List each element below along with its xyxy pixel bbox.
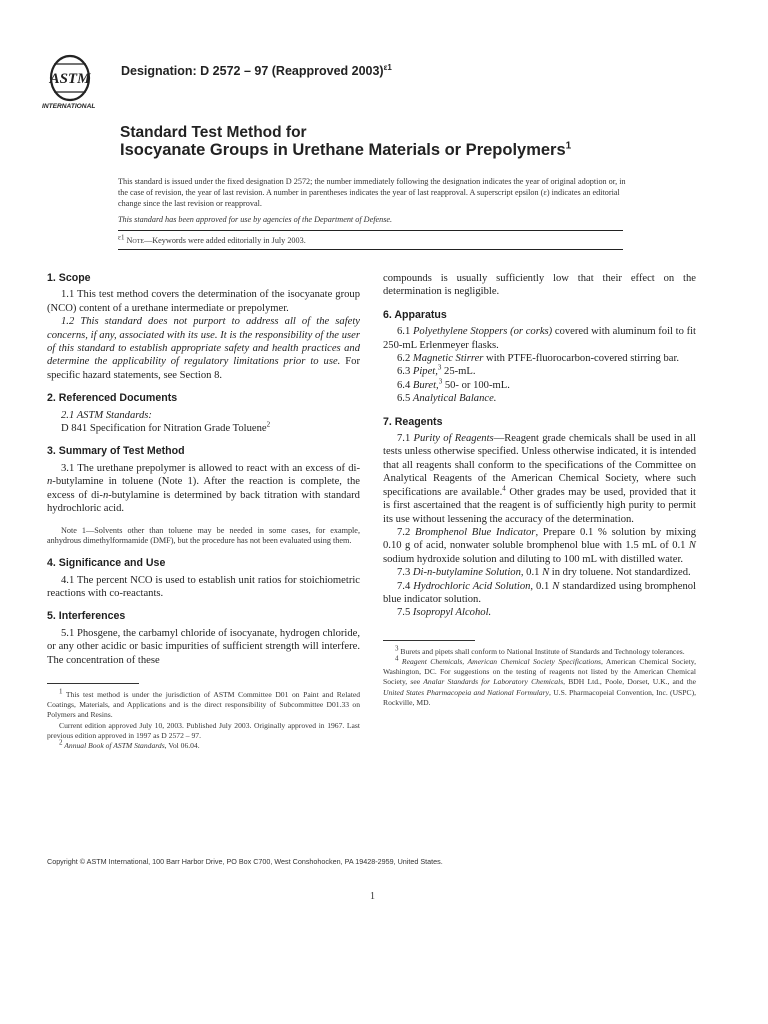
approved-note: This standard has been approved for use by agencies of the Department of Defense.	[118, 215, 393, 224]
section-reagents-heading: 7. Reagents	[383, 415, 443, 428]
astm-logo	[42, 52, 112, 110]
apparatus-6-4-rest: 50- or 100-mL.	[442, 379, 510, 391]
reagents-7-2	[383, 526, 696, 566]
footnote-ref-3a: 3	[437, 363, 442, 372]
apparatus-6-5-title: Analytical Balance.	[412, 393, 497, 405]
reagents-7-1	[383, 432, 696, 526]
referenced-2-1: 2.1 ASTM Standards:	[61, 409, 152, 421]
apparatus-6-5-num: 6.5	[397, 393, 413, 405]
footnote-divider-right	[383, 640, 475, 641]
apparatus-6-1-title: Polyethylene Stoppers (or corks)	[412, 326, 553, 338]
apparatus-6-4-title: Buret,	[412, 379, 439, 391]
significance-4-1: 4.1 The percent NCO is used to establish unit ratios for stoichiometric reactions with co-reactants.	[47, 574, 360, 599]
apparatus-6-1-num: 6.1	[397, 326, 413, 338]
footnote-4-mark: 4	[395, 654, 399, 663]
section-referenced-heading: 2. Referenced Documents	[47, 392, 178, 405]
scope-1-2-rest: For specific hazard statements, see Section 8.	[47, 356, 360, 381]
apparatus-6-5	[383, 392, 696, 405]
footnote-3-mark: 3	[395, 644, 399, 653]
section-apparatus-heading: 6. Apparatus	[383, 308, 447, 321]
footnote-2	[47, 738, 360, 751]
title-footnote-ref: 1	[565, 140, 572, 152]
footnote-ref-2: 2	[266, 420, 271, 429]
reagents-7-4	[383, 580, 696, 607]
reagents-7-3-text: , 0.1	[520, 567, 543, 579]
apparatus-6-3-title: Pipet,	[412, 366, 438, 378]
copyright-notice: Copyright © ASTM International, 100 Barr Harbor Drive, PO Box C700, West Conshohocken, PA 19428-2959, United States.	[47, 857, 443, 866]
editorial-epsilon: ε1	[118, 233, 125, 242]
title-line-2-text: Isocyanate Groups in Urethane Materials or Prepolymers	[120, 141, 566, 159]
summary-n-2: n	[102, 489, 109, 501]
logo-subtext: INTERNATIONAL	[42, 103, 96, 110]
referenced-d841-text: D 841 Specification for Nitration Grade Toluene	[61, 423, 267, 435]
summary-text-b: -butylamine in toluene (Note 1). After the reaction is complete, the excess of di-	[47, 476, 360, 501]
section-summary-heading: 3. Summary of Test Method	[47, 445, 185, 458]
section-interferences-heading: 5. Interferences	[47, 610, 126, 623]
footnote-4-text-b: , BDH Ltd., Poole, Dorset, U.K., and the	[563, 677, 696, 687]
footnote-1-text: This test method is under the jurisdiction of ASTM Committee D01 on Paint and Related Coatings, Materials, and Applications and is the direct responsibility of Subcommittee D01.33 on Polymers and Resins.	[47, 689, 360, 720]
footnote-4-title-3: United States Pharmacopeia and National Formulary	[383, 687, 549, 697]
footnote-4	[383, 654, 696, 708]
title-line-2	[120, 141, 680, 160]
reagents-7-2-text-2: sodium hydroxide solution and diluting to 100 mL with distilled water.	[383, 553, 684, 565]
divider-top	[118, 230, 623, 231]
reagents-7-5-title: Isopropyl Alcohol.	[412, 607, 492, 619]
footnote-2-rest: , Vol 06.04.	[164, 740, 200, 750]
reagents-7-3	[383, 566, 696, 579]
footnote-2-mark: 2	[59, 738, 63, 747]
issued-note: This standard is issued under the fixed designation D 2572; the number immediately following the designation indicates the year of original adoption or, in the case of revision, the year of last revision. A number in parentheses indicates the year of last reapproval. A superscript epsilon (ε) indicates an editorial change since the last revision or reapproval.	[118, 177, 626, 208]
reagents-7-1-title: Purity of Reagents	[413, 433, 494, 445]
apparatus-6-3-num: 6.3	[397, 366, 413, 378]
page-number: 1	[370, 891, 375, 902]
divider-bottom	[118, 249, 623, 250]
interferences-5-1: 5.1 Phosgene, the carbamyl chloride of isocyanate, hydrogen chloride, or any other acidic or basic impurities of sufficient strength will interfere. The concentration of these	[47, 627, 360, 666]
reagents-7-3-num: 7.3	[397, 567, 413, 579]
right-column	[383, 272, 696, 708]
section-scope-heading: 1. Scope	[47, 272, 91, 284]
reagents-7-3-n: N	[542, 567, 550, 579]
apparatus-6-2-num: 6.2	[397, 353, 413, 365]
summary-text-c: -butylamine is determined by back titration with standard hydrochloric acid.	[47, 489, 360, 515]
designation	[121, 64, 392, 78]
document-title	[120, 124, 680, 160]
logo-mark-text: ASTM	[49, 71, 91, 87]
reagents-7-3-text-2: in dry toluene. Not standardized.	[549, 567, 691, 579]
reagents-7-4-text-2: standardized using bromphenol blue indicator solution.	[383, 580, 696, 605]
summary-text-a: 3.1 The urethane prepolymer is allowed to react with an excess of di-	[61, 462, 360, 474]
reagents-7-4-num: 7.4	[397, 580, 414, 592]
footnote-divider-left	[47, 683, 139, 684]
section-significance-heading: 4. Significance and Use	[47, 557, 166, 570]
apparatus-6-2-rest: with PTFE-fluorocarbon-covered stirring bar.	[483, 353, 680, 365]
reagents-7-2-n: N	[688, 540, 696, 552]
designation-epsilon: ε1	[383, 62, 392, 72]
footnote-4-title: Reagent Chemicals, American Chemical Society Specifications	[398, 656, 601, 666]
apparatus-6-2-title: Magnetic Stirrer	[412, 353, 484, 365]
summary-n-1: n	[47, 476, 53, 488]
apparatus-6-1	[383, 325, 696, 352]
reagents-7-4-n: N	[552, 580, 560, 592]
footnote-4-text-a: , American Chemical Society, Washington, DC. For suggestions on the testing of reagents not listed by the American Chemical Society, see	[383, 656, 696, 687]
summary-3-1	[47, 462, 360, 516]
apparatus-6-4-num: 6.4	[397, 379, 413, 391]
designation-text: Designation: D 2572 – 97 (Reapproved 2003)	[121, 64, 384, 78]
apparatus-6-3-rest: 25-mL.	[441, 366, 476, 378]
scope-1-2-italic: 1.2 This standard does not purport to address all of the safety concerns, if any, associated with its use. It is the responsibility of the user of this standard to establish appropriate safety and health practices and determine the applicability of regulatory limitations prior to use.	[47, 316, 360, 368]
scope-1-1: 1.1 This test method covers the determination of the isocyanate group (NCO) content of a urethane intermediate or prepolymer.	[47, 289, 360, 314]
footnote-4-text-c: , U.S. Pharmacopeial Convention, Inc. (USPC), Rockville, MD.	[383, 687, 696, 707]
reagents-7-2-num: 7.2	[397, 526, 416, 538]
apparatus-6-4	[383, 379, 696, 392]
apparatus-6-2	[383, 352, 696, 365]
footnote-2-title: Annual Book of ASTM Standards	[62, 740, 165, 750]
editorial-label: Note	[126, 236, 145, 245]
editorial-note	[118, 233, 306, 245]
footnote-3	[383, 644, 696, 657]
reagents-7-5-num: 7.5	[397, 607, 413, 619]
note-1: Note 1—Solvents other than toluene may be needed in some cases, for example, anhydrous dimethylformamide (DMF), but the procedure has not been evaluated using them.	[47, 525, 360, 546]
footnote-1	[47, 687, 360, 721]
footnote-ref-3b: 3	[438, 377, 443, 386]
reagents-7-4-title: Hydrochloric Acid Solution	[413, 580, 531, 592]
footnote-1-mark: 1	[59, 687, 63, 696]
reagents-7-2-text: , Prepare 0.1 % solution by mixing 0.10 g of acid, nonwater soluble bromphenol blue with 1.5 mL of 0.1	[383, 526, 696, 552]
footnote-ref-4: 4	[502, 484, 506, 493]
reagents-7-1-text-2: Other grades may be used, provided that it is first ascertained that the reagent is of sufficiently high purity to permit its use without lessening the accuracy of the determination.	[383, 486, 696, 525]
reagents-7-2-title: Bromphenol Blue Indicator	[415, 526, 536, 538]
footnote-3-text: Burets and pipets shall conform to National Institute of Standards and Technology tolerances.	[398, 646, 685, 656]
apparatus-6-1-rest: covered with aluminum foil to fit 250-mL Erlenmeyer flasks.	[383, 326, 697, 351]
reagents-7-1-num: 7.1	[397, 433, 414, 445]
title-line-1: Standard Test Method for	[120, 124, 307, 141]
reagents-7-3-title: Di-n-butylamine Solution	[412, 567, 521, 579]
apparatus-6-3	[383, 365, 696, 378]
reagents-7-4-text: , 0.1	[530, 580, 553, 592]
referenced-d841	[47, 422, 360, 435]
scope-1-2	[47, 315, 360, 382]
reagents-7-1-text: —Reagent grade chemicals shall be used in all tests unless otherwise specified. Unless otherwise indicated, it is intended that all reagents shall conform to the specifications of the Committee on Analytical Reagents of the American Chemical Society, where such specifications are available.	[383, 433, 697, 498]
left-column	[47, 272, 360, 751]
editorial-text: —Keywords were added editorially in July 2003.	[144, 236, 306, 245]
interferences-continued: compounds is usually sufficiently low that their effect on the determination is negligible.	[383, 273, 696, 298]
reagents-7-5	[383, 606, 696, 619]
footnote-4-title-2: Analar Standards for Laboratory Chemicals	[423, 677, 564, 687]
footnote-1-edition: Current edition approved July 10, 2003. Published July 2003. Originally approved in 1967. Last previous edition approved in 1997 as D 2572 – 97.	[47, 720, 360, 740]
